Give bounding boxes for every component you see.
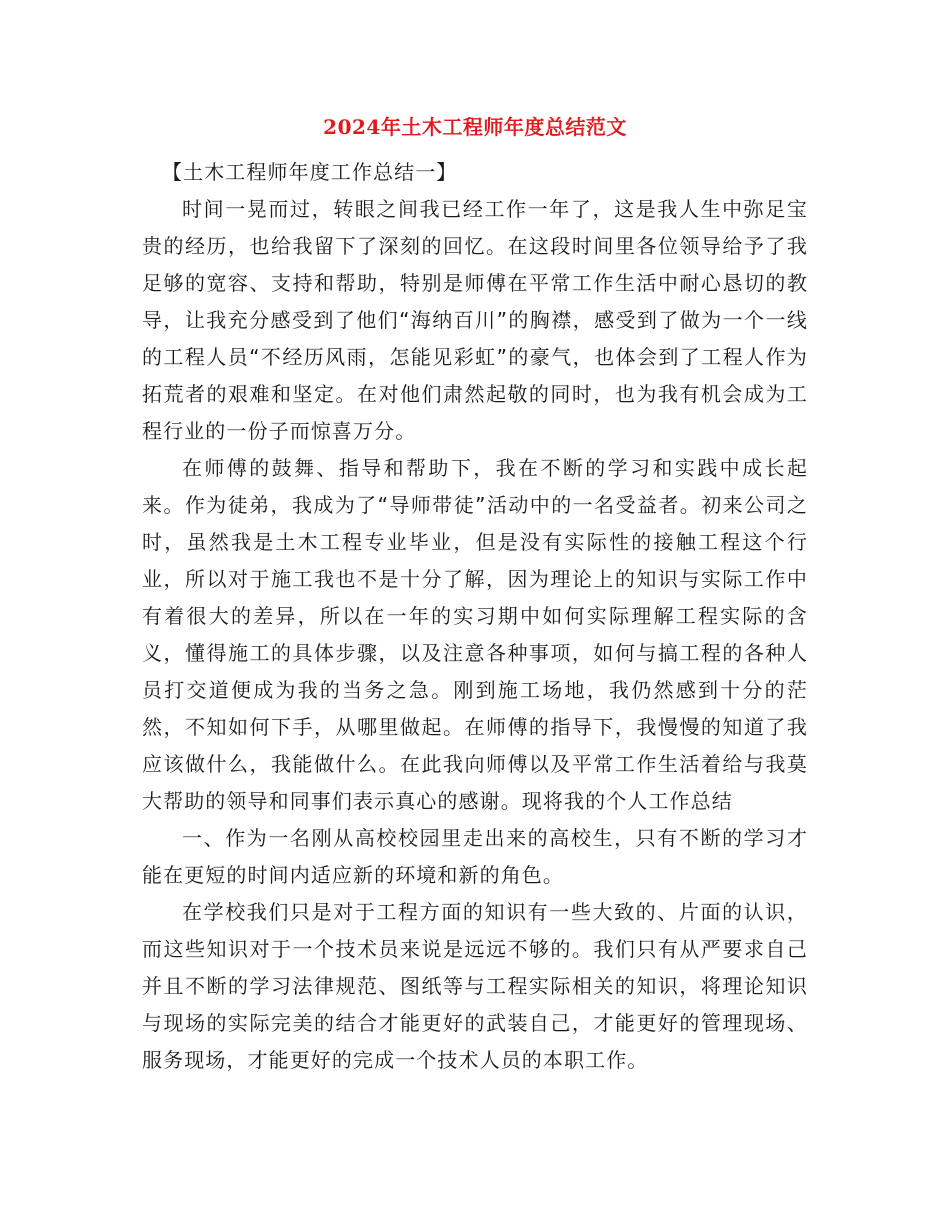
section-heading: 【土木工程师年度工作总结一】	[162, 160, 458, 184]
paragraph-1: 时间一晃而过，转眼之间我已经工作一年了，这是我人生中弥足宝贵的经历，也给我留下了深刻的回忆。在这段时间里各位领导给予了我足够的宽容、支持和帮助，特别是师傅在平常工作生活中耐心恳切的教导，让我充分感受到了他们“海纳百川”的胸襟，感受到了做为一个一线的工程人员“不经历风雨，怎能见彩虹”的豪气，也体会到了工程人作为拓荒者的艰难和坚定。在对他们肃然起敬的同时，也为我有机会成为工程行业的一份子而惊喜万分。	[142, 197, 809, 443]
document-title: 2024年土木工程师年度总结范文	[323, 115, 627, 139]
paragraph-4: 在学校我们只是对于工程方面的知识有一些大致的、片面的认识，而这些知识对于一个技术员来说是远远不够的。我们只有从严要求自己并且不断的学习法律规范、图纸等与工程实际相关的知识，将理论知识与现场的实际完美的结合才能更好的武装自己，才能更好的管理现场、服务现场，才能更好的完成一个技术人员的本职工作。	[142, 900, 808, 1072]
paragraph-2: 在师傅的鼓舞、指导和帮助下，我在不断的学习和实践中成长起来。作为徒弟，我成为了“导师带徒”活动中的一名受益者。初来公司之时，虽然我是土木工程专业毕业，但是没有实际性的接触工程这个行业，所以对于施工我也不是十分了解，因为理论上的知识与实际工作中有着很大的差异，所以在一年的实习期中如何实际理解工程实际的含义，懂得施工的具体步骤，以及注意各种事项，如何与搞工程的各种人员打交道便成为我的当务之急。刚到施工场地，我仍然感到十分的茫然，不知如何下手，从哪里做起。在师傅的指导下，我慢慢的知道了我应该做什么，我能做什么。在此我向师傅以及平常工作生活着给与我莫大帮助的领导和同事们表示真心的感谢。现将我的个人工作总结	[142, 456, 808, 813]
paragraph-3: 一、作为一名刚从高校校园里走出来的高校生，只有不断的学习才能在更短的时间内适应新的环境和新的角色。	[142, 826, 808, 887]
document-body	[142, 154, 808, 1079]
